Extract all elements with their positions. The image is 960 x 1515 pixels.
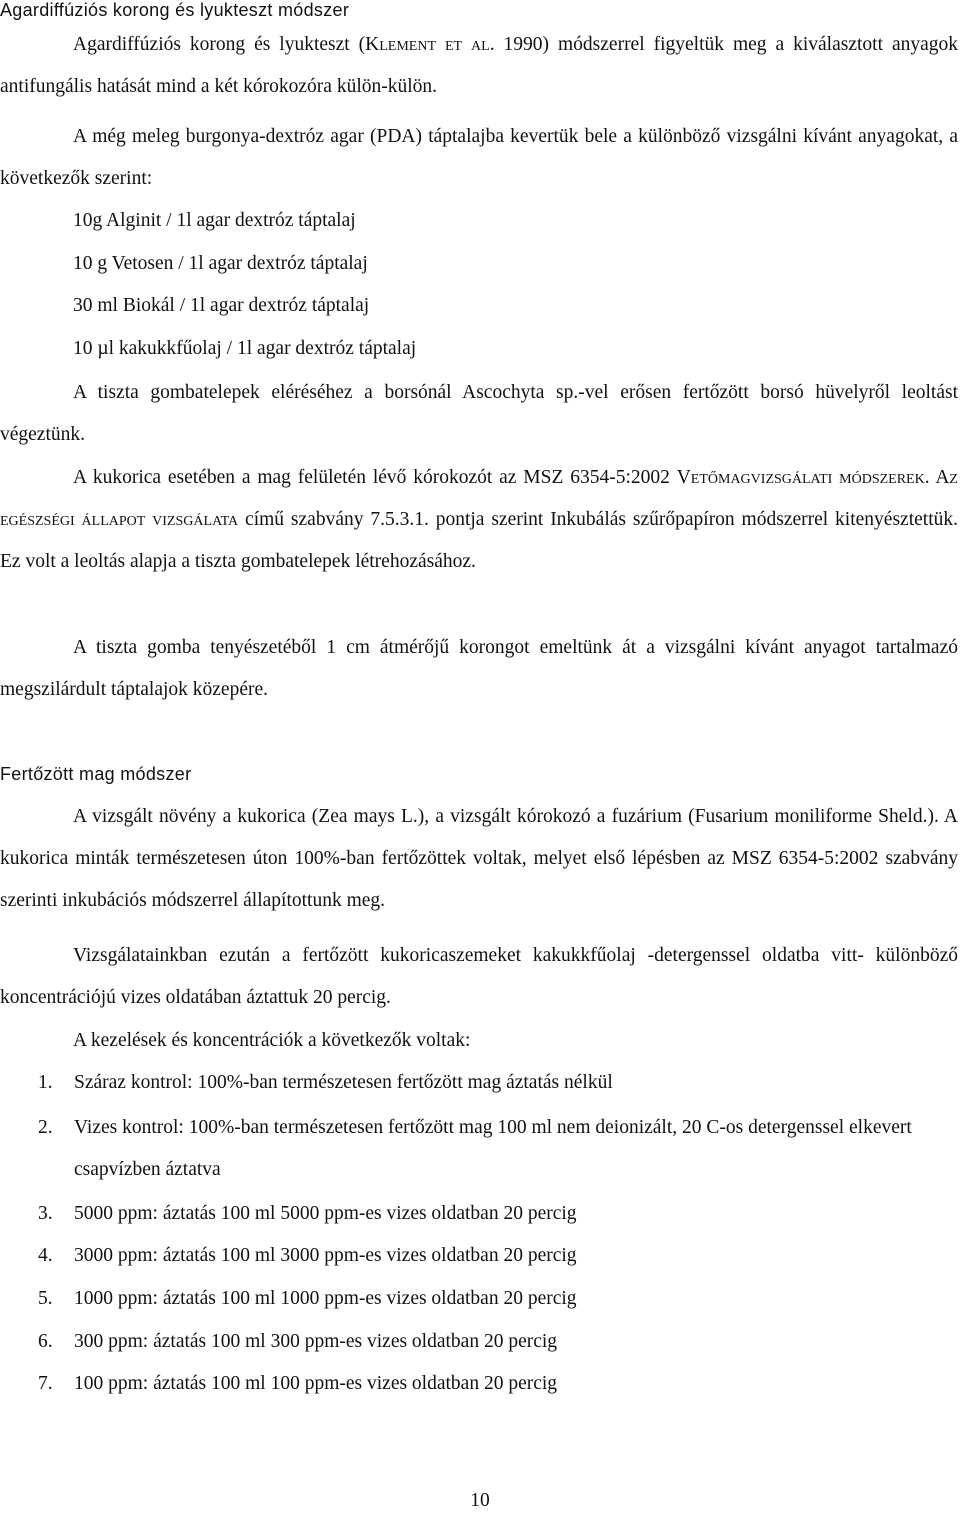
- paragraph-method-intro: [0, 24, 958, 108]
- paragraph-maize-standard: [0, 457, 958, 583]
- paragraph-pda: A még meleg burgonya-dextróz agar (PDA) táptalajba kevertük bele a különböző vizsgálni kívánt anyagokat, a következők szerint:: [0, 126, 958, 189]
- paragraph-soaking: Vizsgálatainkban ezután a fertőzött kukoricaszemeket kakukkfűolaj -detergenssel oldatba vitt- különböző koncentrációjú vizes oldatában áztattuk 20 percig.: [0, 945, 958, 1008]
- paragraph-text: című szabvány 7.5.3.1. pontja szerint Inkubálás szűrőpapíron módszerrel kitenyésztettük. Ez volt a leoltás alapja a tiszta gombatelepek létrehozásához.: [0, 509, 958, 572]
- paragraph-disc-transfer: A tiszta gomba tenyészetéből 1 cm átmérőjű korongot emeltünk át a vizsgálni kívánt anyagot tartalmazó megszilárdult táptalajok közepére.: [0, 637, 958, 700]
- list-text: Vizes kontrol: 100%-ban természetesen fertőzött mag 100 ml nem deionizált, 20 C-os detergenssel elkevert csapvízben áztatva: [74, 1117, 912, 1180]
- list-text: Száraz kontrol: 100%-ban természetesen fertőzött mag áztatás nélkül: [74, 1072, 613, 1093]
- paragraph-text: Agardiffúziós korong és lyukteszt (: [73, 34, 366, 55]
- treatments-intro: A kezelések és koncentrációk a következők voltak:: [73, 1030, 471, 1051]
- list-text: 100 ppm: áztatás 100 ml 100 ppm-es vizes oldatban 20 percig: [74, 1373, 558, 1394]
- author-citation: Klement et al.: [365, 34, 495, 55]
- list-text: 5000 ppm: áztatás 100 ml 5000 ppm-es vizes oldatban 20 percig: [74, 1203, 577, 1224]
- list-number: 3.: [38, 1203, 53, 1224]
- paragraph-text: 1990) módszerrel figyeltük meg a kiválasztott anyagok antifungális hatását mind a két kórokozóra külön-külön.: [0, 34, 959, 97]
- paragraph-text: A kukorica esetében a mag felületén lévő kórokozót az MSZ 6354-5:2002: [73, 467, 677, 488]
- paragraph-ascochyta: A tiszta gombatelepek eléréséhez a borsónál Ascochyta sp.-vel erősen fertőzött borsó hüvelyről leoltást végeztünk.: [0, 382, 958, 445]
- material-line-biokal: 30 ml Biokál / 1l agar dextróz táptalaj: [73, 295, 370, 316]
- list-number: 2.: [38, 1117, 53, 1138]
- material-line-vetosen: 10 g Vetosen / 1l agar dextróz táptalaj: [73, 253, 368, 274]
- page-number: 10: [470, 1490, 490, 1511]
- section-heading-infected-seed: Fertőzött mag módszer: [0, 764, 192, 784]
- material-line-alginit: 10g Alginit / 1l agar dextróz táptalaj: [73, 210, 356, 231]
- list-number: 6.: [38, 1331, 53, 1352]
- list-text: 3000 ppm: áztatás 100 ml 3000 ppm-es vizes oldatban 20 percig: [74, 1245, 577, 1266]
- list-number: 7.: [38, 1373, 53, 1394]
- list-number: 1.: [38, 1072, 53, 1093]
- list-text: 1000 ppm: áztatás 100 ml 1000 ppm-es vizes oldatban 20 percig: [74, 1288, 577, 1309]
- list-text: 300 ppm: áztatás 100 ml 300 ppm-es vizes oldatban 20 percig: [74, 1331, 558, 1352]
- standard-title: Vetőmagvizsgálati módszerek. Az egészségi állapot vizsgálata: [0, 467, 958, 530]
- list-number: 5.: [38, 1288, 53, 1309]
- list-number: 4.: [38, 1245, 53, 1266]
- paragraph-plant-pathogen: A vizsgált növény a kukorica (Zea mays L.), a vizsgált kórokozó a fuzárium (Fusarium moniliforme Sheld.). A kukorica minták természetesen úton 100%-ban fertőzöttek voltak, melyet első lépésben az MSZ 6354-5:2002 szabvány szerinti inkubációs módszerrel állapítottunk meg.: [0, 806, 958, 911]
- material-line-thyme-oil: 10 µl kakukkfűolaj / 1l agar dextróz táptalaj: [73, 338, 417, 359]
- section-heading-agardiffusion: Agardiffúziós korong és lyukteszt módszer: [0, 0, 350, 20]
